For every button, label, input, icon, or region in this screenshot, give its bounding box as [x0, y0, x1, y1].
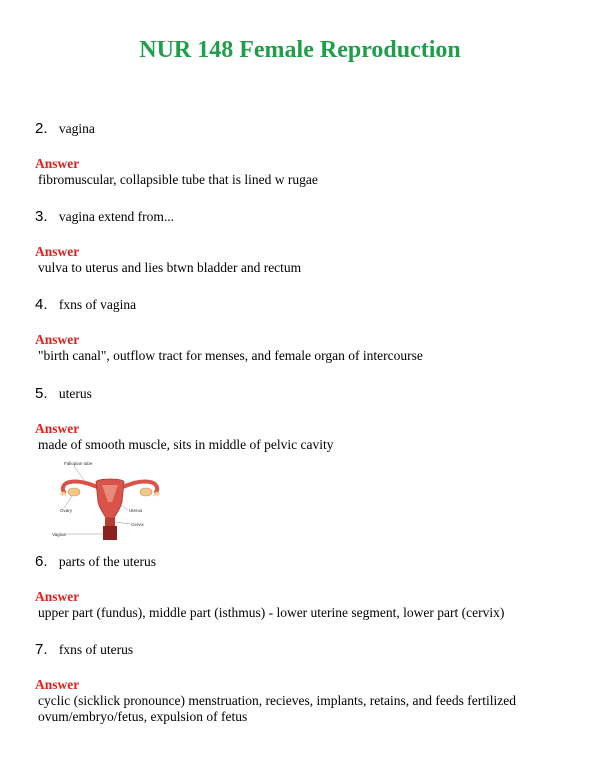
question [35, 554, 575, 570]
question [35, 121, 575, 137]
question-number: 5. [35, 385, 48, 402]
answer-label: Answer [35, 332, 80, 347]
qa-item [35, 386, 575, 453]
answer-text: made of smooth muscle, sits in middle of pelvic cavity [38, 437, 334, 452]
label-cervix: Cervix [131, 522, 144, 527]
label-ovary: Ovary [60, 508, 73, 513]
question-number: 6. [35, 553, 48, 570]
uterus-diagram [50, 458, 170, 542]
answer-label: Answer [35, 677, 80, 692]
qa-item [35, 209, 575, 276]
answer-text: fibromuscular, collapsible tube that is lined w rugae [38, 172, 318, 187]
question [35, 386, 575, 402]
question-text: uterus [58, 386, 92, 401]
question-number: 2. [35, 120, 48, 137]
question-text: fxns of vagina [58, 297, 137, 312]
question-text: vagina [58, 121, 95, 136]
answer-text: "birth canal", outflow tract for menses, and female organ of intercourse [38, 348, 423, 363]
question [35, 642, 575, 658]
answer-label: Answer [35, 421, 80, 436]
answer-label: Answer [35, 156, 80, 171]
right-ovary [140, 488, 152, 496]
question [35, 297, 575, 313]
answer-text: vulva to uterus and lies btwn bladder and rectum [38, 260, 302, 275]
question-number: 7. [35, 641, 48, 658]
question-number: 3. [35, 208, 48, 225]
question [35, 209, 575, 225]
answer-label: Answer [35, 589, 80, 604]
question-text: fxns of uterus [58, 642, 134, 657]
right-fimbriae [154, 492, 160, 496]
left-fimbriae [60, 492, 66, 496]
label-uterus: Uterus [129, 508, 143, 513]
qa-item [35, 642, 575, 725]
left-ovary [68, 488, 80, 496]
question-text: parts of the uterus [58, 554, 156, 569]
qa-item [35, 297, 575, 364]
answer-label: Answer [35, 244, 80, 259]
cervix [105, 518, 115, 526]
page-title: NUR 148 Female Reproduction [139, 37, 461, 63]
question-number: 4. [35, 296, 48, 313]
label-vagina: Vagina [52, 532, 66, 537]
label-fallopian-tube: Fallopian tube [64, 461, 93, 466]
vagina [103, 526, 117, 540]
question-text: vagina extend from... [58, 209, 174, 224]
qa-item [35, 554, 575, 621]
qa-item [35, 121, 575, 188]
answer-text: cyclic (sicklick pronounce) menstruation, recieves, implants, retains, and feeds fertilized ovum/embryo/fetus, expulsion of fetus [38, 693, 516, 724]
answer-text: upper part (fundus), middle part (isthmus) - lower uterine segment, lower part (cervix) [38, 605, 505, 620]
